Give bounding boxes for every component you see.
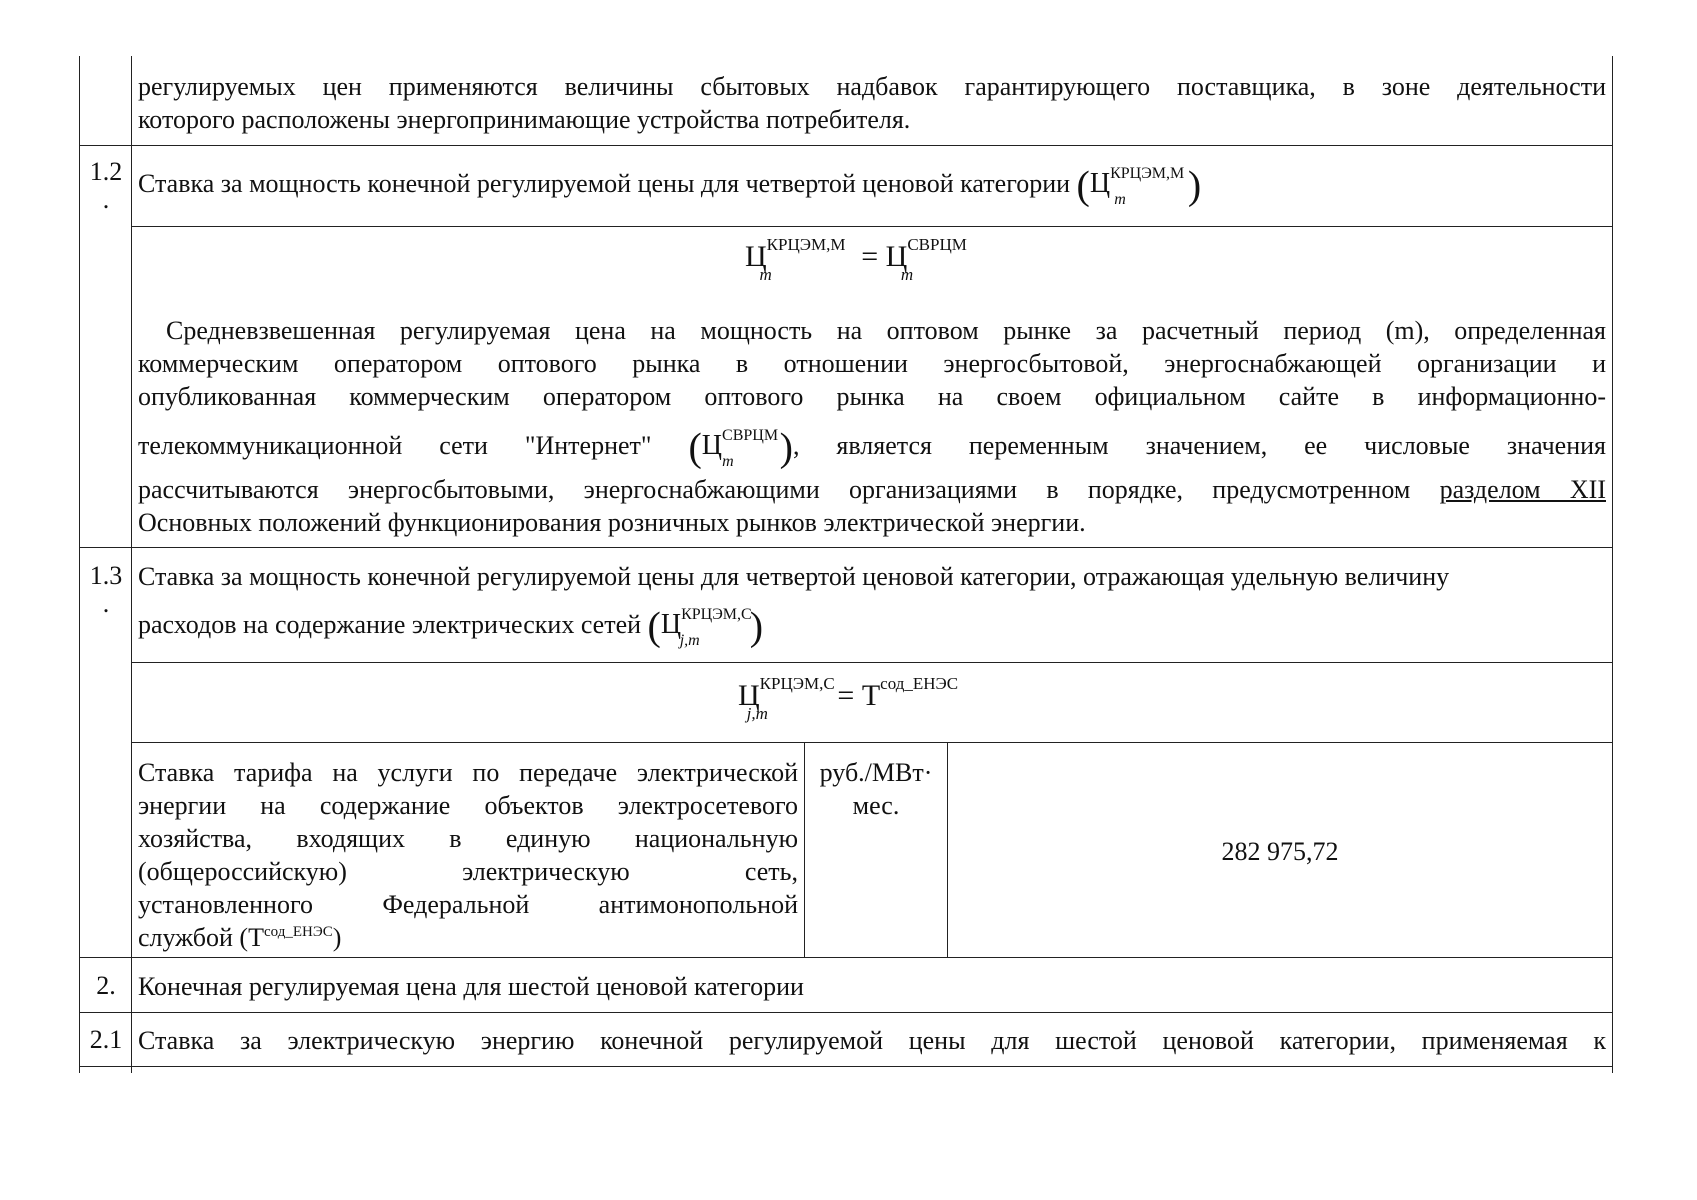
- tariff-column-divider: [947, 742, 948, 957]
- price-symbol: ($Ц^{КРЦЭМ,М}_m$ ): [1076, 162, 1202, 209]
- intro-text-line: регулируемых цен применяются величины сбытовых надбавок гарантирующего поставщика, в зоне деятельности: [138, 72, 1606, 101]
- row-divider: [131, 226, 1613, 227]
- section-link[interactable]: разделом XII: [1439, 475, 1606, 504]
- row-title-line: расходов на содержание электрических сетей ($Ц^{КРЦЭМ,С}_{j,m}$ ): [138, 599, 1606, 655]
- price-symbol: ($Ц^{КРЦЭМ,С}_{j,m}$ ): [647, 603, 764, 650]
- paragraph-line: телекоммуникационной сети "Интернет" ($Ц^{СВРЦМ}_m$ ), является переменным значением, ее числовые значения: [138, 418, 1606, 478]
- tariff-unit: руб./МВт· мес.: [819, 758, 933, 820]
- paragraph-line: Основных положений функционирования розничных рынков электрической энергии.: [138, 508, 1086, 537]
- tariff-value: 282 975,72: [1221, 837, 1339, 866]
- row-title: Ставка за мощность конечной регулируемой цены для четвертой ценовой категории ($Ц^{КРЦЭМ,М}_m$ ): [138, 158, 1606, 214]
- row-divider: [79, 1012, 1613, 1013]
- intro-text-line: которого расположены энергопринимающие устройства потребителя.: [138, 105, 911, 134]
- row-divider: [131, 662, 1613, 663]
- row-divider: [79, 145, 1613, 146]
- paragraph-line: опубликованная коммерческим оператором оптового рынка на своем официальном сайте в информационно-: [138, 382, 1606, 411]
- row-number: 2.1: [89, 1025, 123, 1054]
- row-number: 1.2 .: [89, 157, 123, 214]
- tariff-description-line: службой $(Т^{сод\_ЕНЭС})$: [138, 923, 342, 952]
- tariff-description-line: (общероссийскую) электрическую сеть,: [138, 857, 798, 886]
- tariff-description-line: хозяйства, входящих в единую национальную: [138, 824, 798, 853]
- formula: $Ц^{КРЦЭМ,С}_{j,m} = Т^{сод\_ЕНЭС}$: [738, 674, 959, 723]
- price-symbol: ($Ц^{СВРЦМ}_m$ ): [688, 424, 793, 471]
- tariff-description-line: Ставка тарифа на услуги по передаче электрической: [138, 758, 798, 787]
- tariff-column-divider: [804, 742, 805, 957]
- paragraph-line: рассчитываются энергосбытовыми, энергоснабжающими организациями в порядке, предусмотренном разделом XII: [138, 475, 1606, 504]
- row-divider: [79, 547, 1613, 548]
- table-border-left: [79, 56, 80, 1073]
- row-number: 2.: [96, 971, 116, 1000]
- paragraph-line: коммерческим оператором оптового рынка в отношении энергосбытовой, энергоснабжающей организации и: [138, 349, 1606, 378]
- table-border-number-column: [131, 56, 132, 1073]
- table-border-bottom: [79, 1066, 1613, 1067]
- tariff-description-line: установленного Федеральной антимонопольной: [138, 890, 798, 919]
- paragraph-line: Средневзвешенная регулируемая цена на мощность на оптовом рынке за расчетный период (m), определенная: [166, 316, 1606, 345]
- tariff-description-line: энергии на содержание объектов электросетевого: [138, 791, 798, 820]
- row-title: Ставка за электрическую энергию конечной регулируемой цены для шестой ценовой категории, применяемая к: [138, 1026, 1606, 1055]
- row-number: 1.3 .: [89, 561, 123, 618]
- row-divider: [131, 742, 1613, 743]
- row-title: Конечная регулируемая цена для шестой ценовой категории: [138, 972, 804, 1001]
- table-border-right: [1612, 56, 1613, 1073]
- row-title-line: Ставка за мощность конечной регулируемой цены для четвертой ценовой категории, отражающая удельную величину: [138, 562, 1450, 591]
- formula: $Ц^{КРЦЭМ,М}_m = Ц^{СВРЦМ}_m$: [745, 235, 967, 284]
